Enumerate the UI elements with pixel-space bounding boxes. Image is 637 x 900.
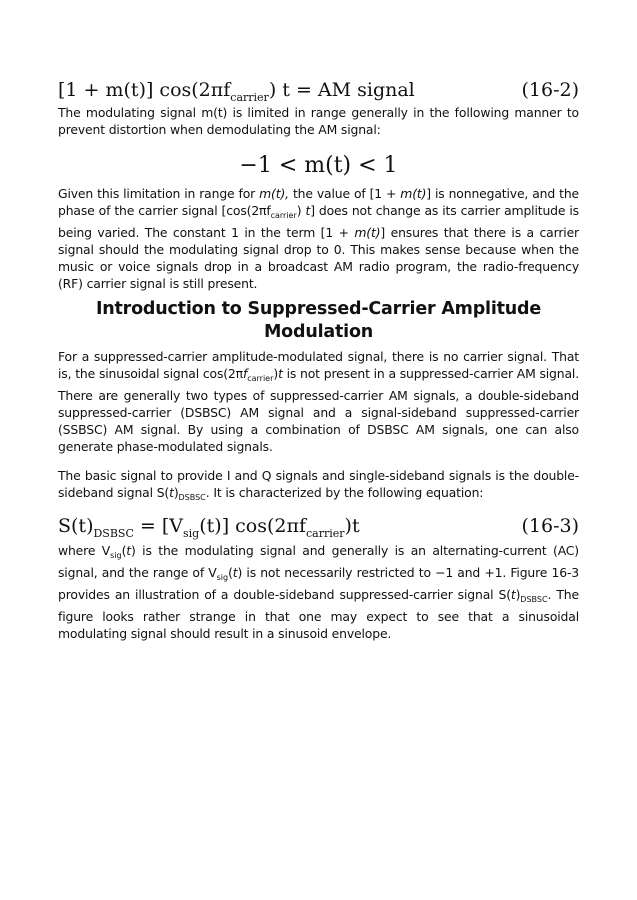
p2-math-m2: m(t): [400, 186, 427, 201]
p5-text-1: where V: [58, 543, 111, 558]
equation-16-2: [58, 79, 579, 104]
p2-text-4: ): [296, 203, 306, 218]
eq-16-3-part-a: S(t): [58, 515, 94, 537]
p2-text-1: Given this limitation in range for: [58, 186, 260, 201]
eq-16-3-part-b: = [V: [133, 515, 184, 537]
p5-math-t3: t: [510, 587, 516, 602]
p2-text-5: ] does not change as its carrier amplitude is being varied. The constant 1 in the term [1 +: [58, 203, 579, 240]
eq-16-3-subscript-dsbsc: DSBSC: [93, 527, 134, 540]
p3-math-f: f: [242, 366, 248, 381]
p5-text-2: (: [121, 543, 127, 558]
p4-text-3: . It is characterized by the following equation:: [205, 485, 484, 500]
p3-text-3: is not present in a suppressed-carrier AM signal. There are generally two types of suppressed-carrier AM signals, a double-sideband suppressed-carrier (DSBSC) AM signal and a signal-sideband suppressed-carrier (SSBSC) AM signal. By using a combination of DSBSC AM signals, one can also generate phase-modulated signals.: [58, 366, 579, 454]
inequality-m-range: −1 < m(t) < 1: [239, 153, 398, 178]
p5-math-t1: t: [126, 543, 131, 558]
p5-text-7: . The figure looks rather strange in that one may expect to see that a sinusoidal modulating signal should result in a sinusoid envelope.: [58, 587, 579, 641]
paragraph-dsbsc-intro: [58, 467, 579, 506]
p2-text-6: ] ensures that there is a carrier signal should the modulating signal drop to 0. This makes sense because when the music or voice signals drop in a broadcast AM radio program, the radio-frequency (RF) carrier signal is still present.: [58, 225, 580, 291]
p5-text-4: (: [228, 565, 233, 580]
paragraph-vsig-description: [58, 542, 579, 642]
paragraph-modulating-signal-limit: The modulating signal m(t) is limited in range generally in the following manner to prevent distortion when demodulating the AM signal:: [58, 105, 579, 137]
eq-16-3-part-d: )t: [344, 515, 360, 537]
p3-text-2: ): [273, 366, 279, 381]
p3-text-1: For a suppressed-carrier amplitude-modulated signal, there is no carrier signal. That is, the sinusoidal signal cos(2π: [58, 349, 579, 381]
p5-text-5: ) is not necessarily restricted to −1 and +1. Figure 16-3 provides an illustration of a double-sideband suppressed-carrier signal S(: [58, 565, 579, 602]
paragraph-suppressed-carrier: [58, 348, 579, 455]
p4-subscript-dsbsc: DSBSC: [178, 493, 206, 502]
p4-text-2: ): [173, 485, 179, 500]
p4-math-t: t: [169, 485, 174, 500]
equation-number-16-3: (16-3): [521, 515, 579, 537]
p5-subscript-dsbsc: DSBSC: [520, 595, 548, 604]
section-heading: Introduction to Suppressed-Carrier Amplitude Modulation: [95, 299, 542, 342]
p5-text-3: ) is the modulating signal and generally is an alternating-current (AC) signal, and the range of V: [58, 543, 579, 580]
eq-16-2-lhs: [1 + m(t)] cos(2πf: [58, 79, 231, 101]
p2-text-2: the value of [1 +: [288, 186, 401, 201]
p5-math-t2: t: [232, 565, 238, 580]
p3-subscript-carrier: carrier: [247, 374, 274, 383]
paragraph-nonnegative-carrier: [58, 185, 579, 292]
eq-16-3-part-c: (t)] cos(2πf: [199, 515, 306, 537]
p2-math-t: t: [305, 203, 311, 218]
equation-16-3: [58, 515, 579, 540]
eq-16-3-subscript-sig: sig: [183, 527, 200, 540]
p5-text-6: ): [515, 587, 521, 602]
p2-text-3: ] is nonnegative, and the phase of the carrier signal [cos(2πf: [58, 186, 579, 218]
eq-16-2-subscript: carrier: [230, 91, 269, 104]
p5-subscript-sig-1: sig: [110, 551, 122, 560]
p2-math-m3: m(t): [354, 225, 381, 240]
eq-16-3-subscript-carrier: carrier: [306, 527, 345, 540]
p2-subscript-carrier: carrier: [270, 211, 297, 220]
p4-text-1: The basic signal to provide I and Q signals and single-sideband signals is the double-sideband signal S(: [58, 468, 579, 500]
eq-16-2-rhs: ) t = AM signal: [268, 79, 415, 101]
p2-math-m1: m(t),: [259, 186, 289, 201]
p5-subscript-sig-2: sig: [216, 573, 229, 582]
equation-number-16-2: (16-2): [521, 79, 579, 101]
p3-math-t: t: [278, 366, 283, 381]
